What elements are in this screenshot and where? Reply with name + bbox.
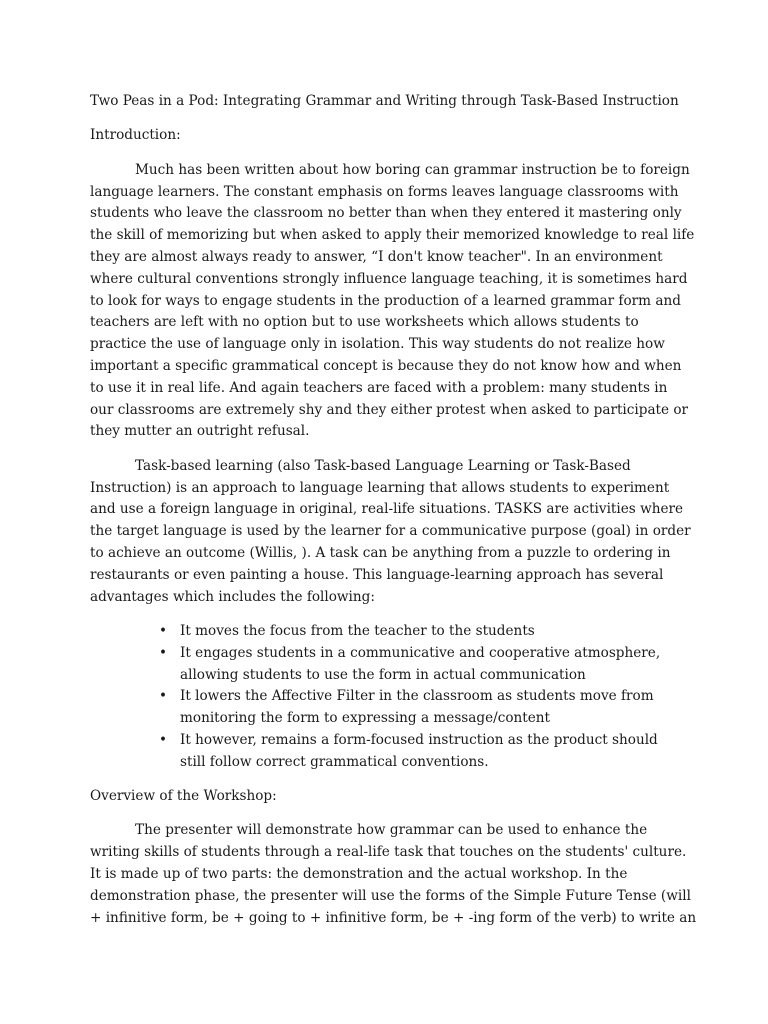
bullet-icon: • [159,644,168,661]
paragraph-line: to use it in real life. And again teachers are faced with a problem: many students in [90,379,668,396]
advantages-list [90,621,690,774]
paragraph-line: and use a foreign language in original, real-life situations. TASKS are activities where [90,501,684,518]
paragraph-line: It is made up of two parts: the demonstration and the actual workshop. In the [90,866,628,883]
paragraph-line: The presenter will demonstrate how grammar can be used to enhance the [135,822,648,839]
overview-heading: Overview of the Workshop: [90,788,277,805]
paragraph-line: language learners. The constant emphasis on forms leaves language classrooms with [90,183,679,200]
list-item-line: monitoring the form to expressing a message/content [180,710,550,727]
list-item-line: allowing students to use the form in actual communication [180,666,586,683]
paragraph-line: + infinitive form, be + going to + infinitive form, be + -ing form of the verb) to write an [90,909,697,926]
bullet-icon: • [159,731,168,748]
list-item-line: It moves the focus from the teacher to the students [180,622,535,639]
introduction-heading: Introduction: [90,127,181,144]
paragraph-line: Much has been written about how boring can grammar instruction be to foreign [135,161,690,178]
paragraph-line: the target language is used by the learner for a communicative purpose (goal) in order [90,523,691,540]
paragraph-line: to look for ways to engage students in the production of a learned grammar form and [90,292,681,309]
list-item-line: It engages students in a communicative and cooperative atmosphere, [180,644,661,661]
paragraph-line: the skill of memorizing but when asked to apply their memorized knowledge to real life [90,227,695,244]
paragraph-task-based-learning [90,456,690,609]
bullet-icon: • [159,622,168,639]
list-item [90,621,690,643]
paragraph-grammar-instruction [90,160,695,443]
list-item-line: It lowers the Affective Filter in the classroom as students move from [180,688,654,705]
paragraph-line: practice the use of language only in isolation. This way students do not realize how [90,336,665,353]
paragraph-line: restaurants or even painting a house. This language-learning approach has several [90,566,664,583]
paragraph-line: to achieve an outcome (Willis, ). A task can be anything from a puzzle to ordering in [90,544,671,561]
paragraph-line: advantages which includes the following: [90,588,375,605]
paragraph-line: our classrooms are extremely shy and they either protest when asked to participate or [90,401,689,418]
paragraph-workshop-overview [90,820,697,929]
list-item-line: still follow correct grammatical conventions. [180,753,489,770]
paragraph-line: they mutter an outright refusal. [90,423,310,440]
paragraph-line: students who leave the classroom no better than when they entered it mastering only [90,205,682,222]
list-item-line: It however, remains a form-focused instruction as the product should [180,731,658,748]
paragraph-line: Task-based learning (also Task-based Language Learning or Task-Based [135,457,631,474]
paragraph-line: Instruction) is an approach to language learning that allows students to experiment [90,479,670,496]
list-item [90,730,690,774]
list-item [90,686,690,730]
paragraph-line: demonstration phase, the presenter will use the forms of the Simple Future Tense (will [90,887,691,904]
paragraph-line: important a specific grammatical concept is because they do not know how and when [90,357,682,374]
paragraph-line: writing skills of students through a real-life task that touches on the students' culture. [90,844,687,861]
document-title: Two Peas in a Pod: Integrating Grammar and Writing through Task-Based Instruction [90,93,679,109]
bullet-icon: • [159,688,168,705]
document-body [90,91,697,942]
list-item [90,643,690,687]
paragraph-line: they are almost always ready to answer, “I don't know teacher". In an environment [90,248,663,265]
paragraph-line: where cultural conventions strongly influence language teaching, it is sometimes hard [90,270,688,287]
paragraph-line: teachers are left with no option but to use worksheets which allows students to [90,314,639,331]
